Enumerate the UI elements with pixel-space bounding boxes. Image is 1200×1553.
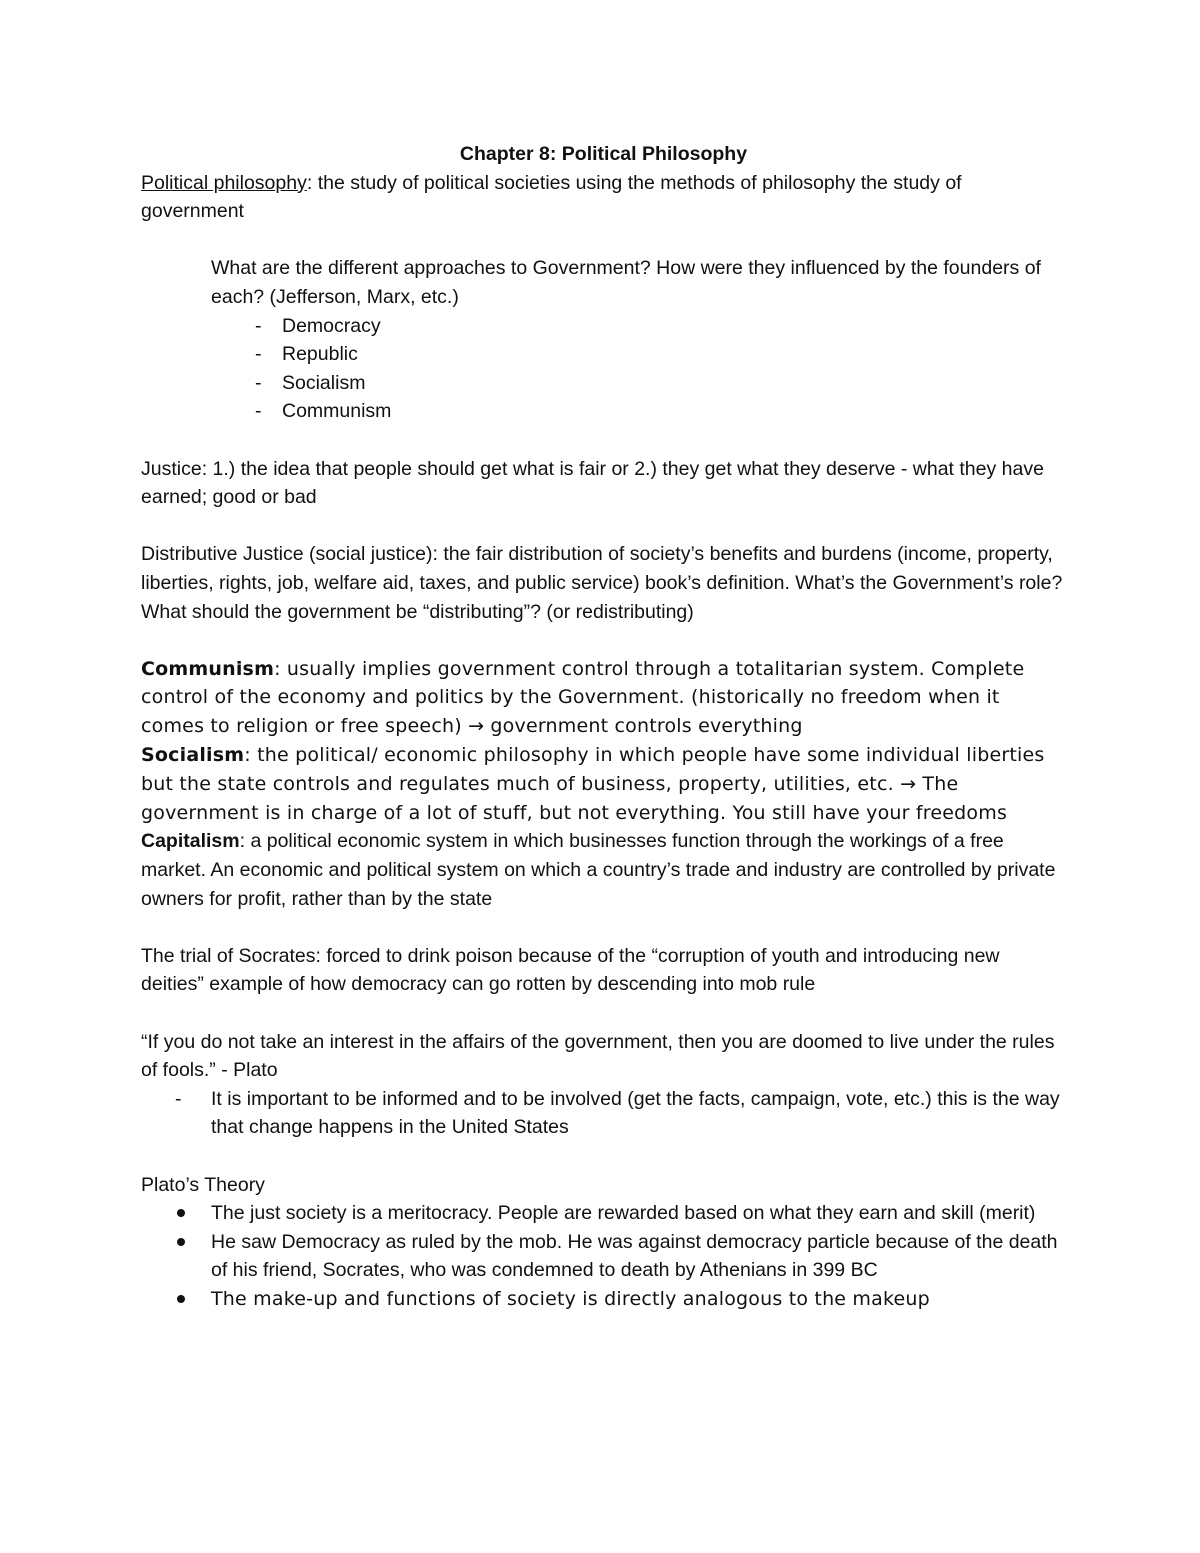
list-item-text: Socialism	[282, 371, 366, 394]
socialism-text: : the political/ economic philosophy in which people have some individual liberties but the state controls and regulates much of business, property, utilities, etc. → The government is in charge of a lot of stuff, but not everything. You still have your freedoms	[141, 744, 1045, 824]
list-item	[141, 397, 1066, 426]
capitalism-paragraph	[141, 827, 1066, 913]
spacer	[141, 226, 1066, 255]
list-item	[141, 1285, 1066, 1314]
dash-marker: -	[255, 400, 262, 423]
list-item-text: Communism	[282, 400, 392, 423]
dash-marker: -	[175, 1087, 182, 1110]
socialism-term: Socialism	[141, 744, 245, 767]
spacer	[141, 913, 1066, 942]
socrates-paragraph: The trial of Socrates: forced to drink poison because of the “corruption of youth and introducing new deities” example of how democracy can go rotten by descending into mob rule	[141, 944, 1000, 996]
list-item	[141, 1228, 1066, 1285]
list-item-text: The just society is a meritocracy. People are rewarded based on what they earn and skill (merit)	[211, 1202, 1036, 1225]
document-page	[141, 140, 1066, 1314]
list-item-text: Republic	[282, 343, 358, 366]
list-item-text: He saw Democracy as ruled by the mob. He was against democracy particle because of the death of his friend, Socrates, who was condemned to death by Athenians in 399 BC	[211, 1230, 1058, 1282]
capitalism-text: : a political economic system in which businesses function through the workings of a free market. An economic and political system on which a country’s trade and industry are controlled by private owners for profit, rather than by the state	[141, 830, 1056, 910]
bullet-icon	[177, 1295, 185, 1303]
dash-marker: -	[255, 343, 262, 366]
capitalism-term: Capitalism	[141, 830, 240, 853]
plato-theory-list	[141, 1199, 1066, 1314]
socialism-paragraph	[141, 741, 1066, 827]
list-item-text: It is important to be informed and to be involved (get the facts, campaign, vote, etc.) this is the way that change happens in the United States	[211, 1087, 1060, 1139]
justice-paragraph: Justice: 1.) the idea that people should get what is fair or 2.) they get what they deserve - what they have earned; good or bad	[141, 457, 1044, 509]
bullet-icon	[177, 1238, 185, 1246]
list-item-text: The make-up and functions of society is directly analogous to the makeup	[211, 1287, 930, 1310]
plato-quote: “If you do not take an interest in the affairs of the government, then you are doomed to live under the rules of fools.” - Plato	[141, 1030, 1055, 1082]
approaches-question: What are the different approaches to Government? How were they influenced by the founders of each? (Jefferson, Marx, etc.)	[211, 257, 1041, 308]
spacer	[141, 512, 1066, 541]
spacer	[141, 1142, 1066, 1171]
approaches-list	[141, 312, 1066, 426]
page-title: Chapter 8: Political Philosophy	[459, 143, 748, 165]
spacer	[141, 999, 1066, 1028]
dash-marker: -	[255, 314, 262, 337]
spacer	[141, 626, 1066, 655]
list-item	[141, 340, 1066, 369]
list-item	[141, 312, 1066, 341]
list-item-text: Democracy	[282, 314, 381, 337]
plato-theory-heading: Plato’s Theory	[141, 1173, 265, 1196]
list-item	[141, 369, 1066, 398]
bullet-icon	[177, 1209, 185, 1217]
list-item	[141, 1085, 1066, 1142]
quote-notes-list	[141, 1085, 1066, 1142]
distributive-justice-paragraph: Distributive Justice (social justice): the fair distribution of society’s benefits and burdens (income, property, liberties, rights, job, welfare aid, taxes, and public service) book’s definition. What’s the Government’s role? What should the government be “distributing”? (or redistributing)	[141, 543, 1063, 623]
communism-paragraph	[141, 655, 1066, 741]
list-item	[141, 1199, 1066, 1228]
dash-marker: -	[255, 371, 262, 394]
definition-term: Political philosophy	[141, 171, 307, 194]
definition-paragraph	[141, 169, 1066, 226]
communism-term: Communism	[141, 657, 275, 680]
definition-text: : the study of political societies using the methods of philosophy the study of government	[141, 171, 962, 223]
communism-text: : usually implies government control through a totalitarian system. Complete control of the economy and politics by the Government. (historically no freedom when it comes to religion or free speech) → government controls everything	[141, 657, 1025, 738]
spacer	[141, 426, 1066, 455]
